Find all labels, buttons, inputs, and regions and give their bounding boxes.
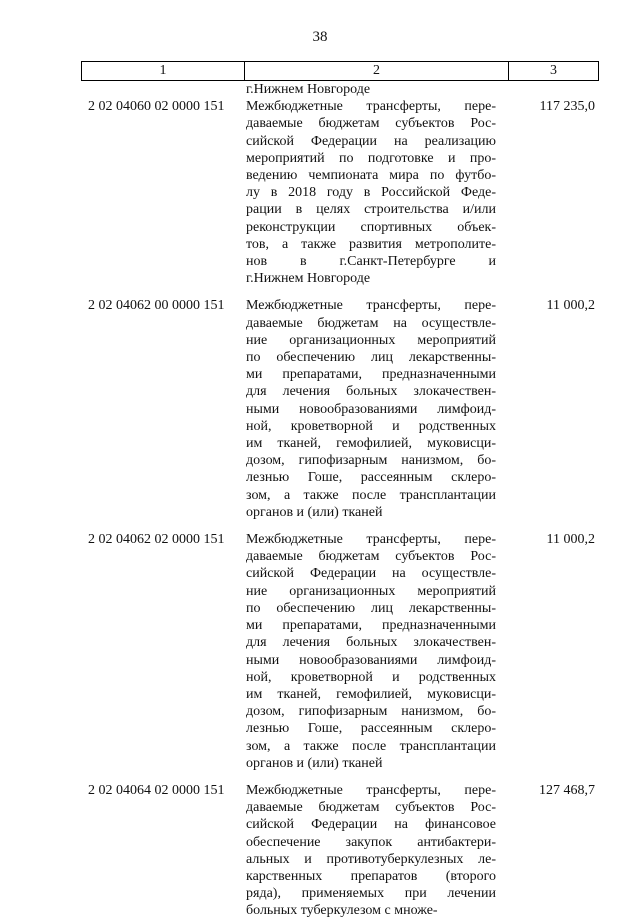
description-line: лезнью Гоше, рассеянным склеро- bbox=[246, 721, 496, 737]
description-line: ми препаратами, предназначенными bbox=[246, 618, 496, 634]
table-rows bbox=[81, 98, 599, 919]
description-line: рации в целях строительства и/или bbox=[246, 202, 496, 218]
description-line: г.Нижнем Новгороде bbox=[246, 271, 371, 287]
description-line: даваемые бюджетам субъектов Рос- bbox=[246, 800, 496, 816]
description-line: ми препаратами, предназначенными bbox=[246, 367, 496, 383]
description-line: Межбюджетные трансферты, пере- bbox=[246, 782, 496, 798]
budget-code: 2 02 04062 02 0000 151 bbox=[88, 532, 225, 548]
description-line: даваемые бюджетам на осуществле- bbox=[246, 315, 496, 331]
budget-code: 2 02 04062 00 0000 151 bbox=[88, 298, 225, 314]
description-line: для лечения больных злокачествен- bbox=[246, 635, 496, 651]
description-line: ряда), применяемых при лечении bbox=[246, 886, 496, 902]
budget-code: 2 02 04060 02 0000 151 bbox=[88, 99, 225, 115]
description-line: им тканей, гемофилией, муковисци- bbox=[246, 686, 496, 702]
description-line: сийской Федерации на финансовое bbox=[246, 817, 496, 833]
description-line: Межбюджетные трансферты, пере- bbox=[246, 532, 496, 548]
continuation-text: г.Нижнем Новгороде bbox=[246, 82, 371, 97]
description-line: Межбюджетные трансферты, пере- bbox=[246, 99, 496, 115]
description-line: ние организационных мероприятий bbox=[246, 583, 496, 599]
description-line: карственных препаратов (второго bbox=[246, 868, 496, 884]
amount-value: 127 468,7 bbox=[539, 782, 595, 798]
description-line: тов, а также развития метрополите- bbox=[246, 236, 496, 252]
row-description bbox=[246, 782, 496, 920]
description-line: лезнью Гоше, рассеянным склеро- bbox=[246, 470, 496, 486]
amount-value: 11 000,2 bbox=[546, 532, 595, 548]
amount-value: 117 235,0 bbox=[539, 99, 595, 115]
table-row bbox=[81, 297, 599, 521]
description-line: органов и (или) тканей bbox=[246, 504, 383, 520]
description-line: альных и противотуберкулезных ле- bbox=[246, 851, 496, 867]
description-line: ными новообразованиями лимфоид- bbox=[246, 401, 496, 417]
description-line: ной, кроветворной и родственных bbox=[246, 418, 496, 434]
description-line: зом, а также после трансплантации bbox=[246, 738, 496, 754]
table-row bbox=[81, 98, 599, 287]
description-line: больных туберкулезом с множе- bbox=[246, 903, 438, 919]
description-line: по обеспечению лиц лекарственны- bbox=[246, 600, 496, 616]
amount-value: 11 000,2 bbox=[546, 298, 595, 314]
table-header bbox=[81, 61, 599, 81]
table-row bbox=[81, 531, 599, 772]
description-line: нов в г.Санкт-Петербурге и bbox=[246, 254, 496, 270]
table-body bbox=[81, 81, 599, 920]
header-col-3: 3 bbox=[550, 63, 557, 78]
header-col-2: 2 bbox=[245, 62, 509, 80]
description-line: дозом, гипофизарным нанизмом, бо- bbox=[246, 453, 496, 469]
description-line: ние организационных мероприятий bbox=[246, 332, 496, 348]
description-line: ными новообразованиями лимфоид- bbox=[246, 652, 496, 668]
description-line: сийской Федерации на реализацию bbox=[246, 133, 496, 149]
page-number: 38 bbox=[312, 29, 328, 45]
description-line: ной, кроветворной и родственных bbox=[246, 669, 496, 685]
description-line: мероприятий по подготовке и про- bbox=[246, 150, 496, 166]
description-line: даваемые бюджетам субъектов Рос- bbox=[246, 116, 496, 132]
description-line: им тканей, гемофилией, муковисци- bbox=[246, 436, 496, 452]
description-line: дозом, гипофизарным нанизмом, бо- bbox=[246, 704, 496, 720]
description-line: обеспечение закупок антибактери- bbox=[246, 834, 496, 850]
description-line: даваемые бюджетам субъектов Рос- bbox=[246, 549, 496, 565]
table-row bbox=[81, 782, 599, 920]
budget-code: 2 02 04064 02 0000 151 bbox=[88, 782, 225, 798]
description-line: зом, а также после трансплантации bbox=[246, 487, 496, 503]
description-line: по обеспечению лиц лекарственны- bbox=[246, 350, 496, 366]
row-description bbox=[246, 297, 496, 521]
header-col-1: 1 bbox=[82, 62, 245, 80]
description-line: сийской Федерации на осуществле- bbox=[246, 566, 496, 582]
description-line: органов и (или) тканей bbox=[246, 755, 383, 771]
description-line: для лечения больных злокачествен- bbox=[246, 384, 496, 400]
row-description bbox=[246, 98, 496, 287]
description-line: ведению чемпионата мира по футбо- bbox=[246, 168, 496, 184]
description-line: лу в 2018 году в Российской Феде- bbox=[246, 185, 496, 201]
description-line: реконструкции спортивных объек- bbox=[246, 219, 496, 235]
description-line: Межбюджетные трансферты, пере- bbox=[246, 298, 496, 314]
row-description bbox=[246, 531, 496, 772]
